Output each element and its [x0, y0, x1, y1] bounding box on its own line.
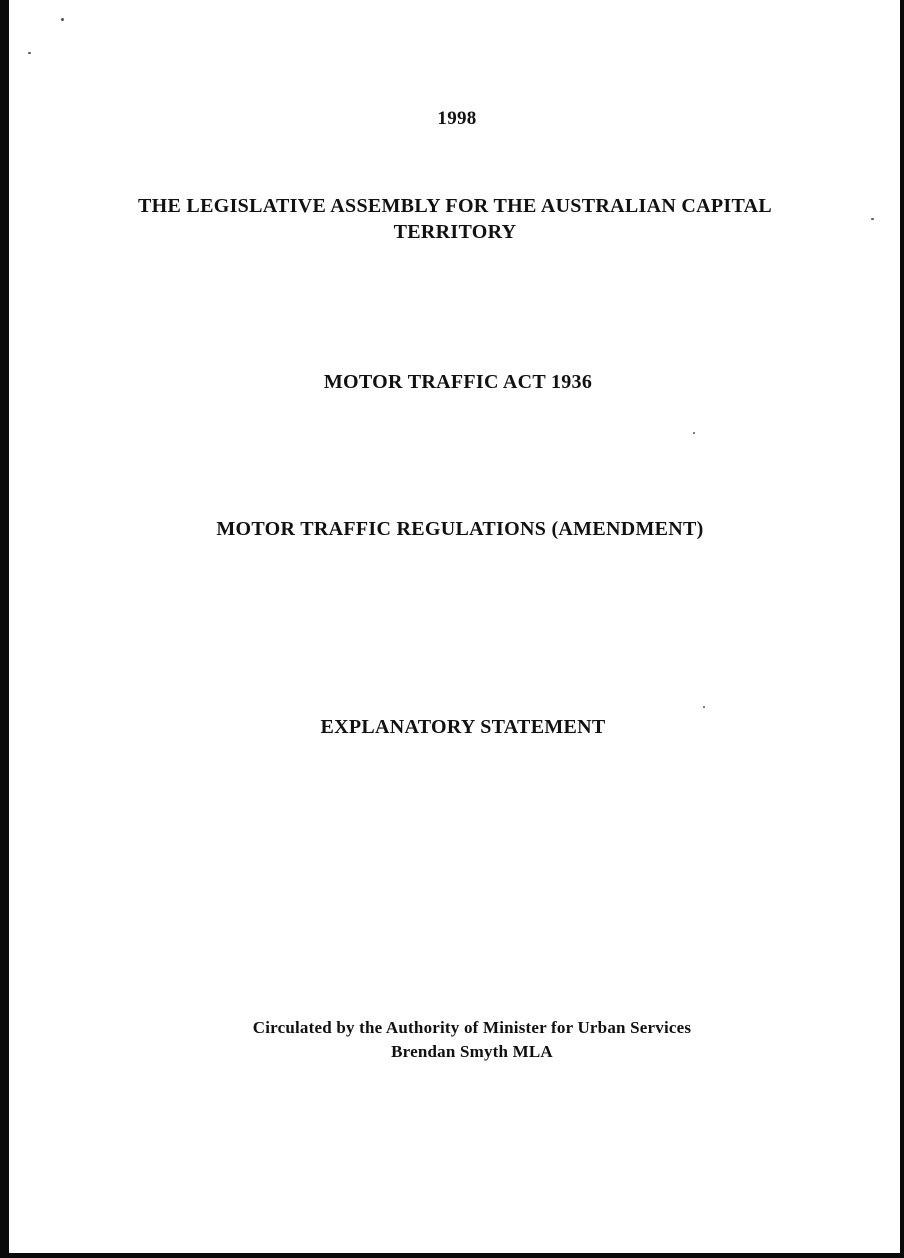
explanatory-statement-title: EXPLANATORY STATEMENT: [320, 716, 606, 738]
scan-speck: [703, 706, 705, 708]
scan-border-bottom: [0, 1253, 904, 1258]
scan-speck: [28, 52, 31, 54]
scan-speck: [693, 432, 695, 434]
scan-border-right: [900, 0, 904, 1258]
scan-border-left: [0, 0, 9, 1258]
assembly-title-line-1: THE LEGISLATIVE ASSEMBLY FOR THE AUSTRALIAN CAPITAL: [138, 195, 772, 217]
assembly-title-line-2: TERRITORY: [393, 221, 517, 243]
scan-speck: [871, 218, 874, 220]
regulations-title: MOTOR TRAFFIC REGULATIONS (AMENDMENT): [216, 518, 704, 540]
minister-name: Brendan Smyth MLA: [391, 1042, 553, 1061]
document-year: 1998: [437, 108, 477, 129]
circulated-by-line: Circulated by the Authority of Minister for Urban Services: [252, 1018, 692, 1037]
scan-speck: [61, 18, 64, 21]
act-title: MOTOR TRAFFIC ACT 1936: [323, 371, 593, 393]
